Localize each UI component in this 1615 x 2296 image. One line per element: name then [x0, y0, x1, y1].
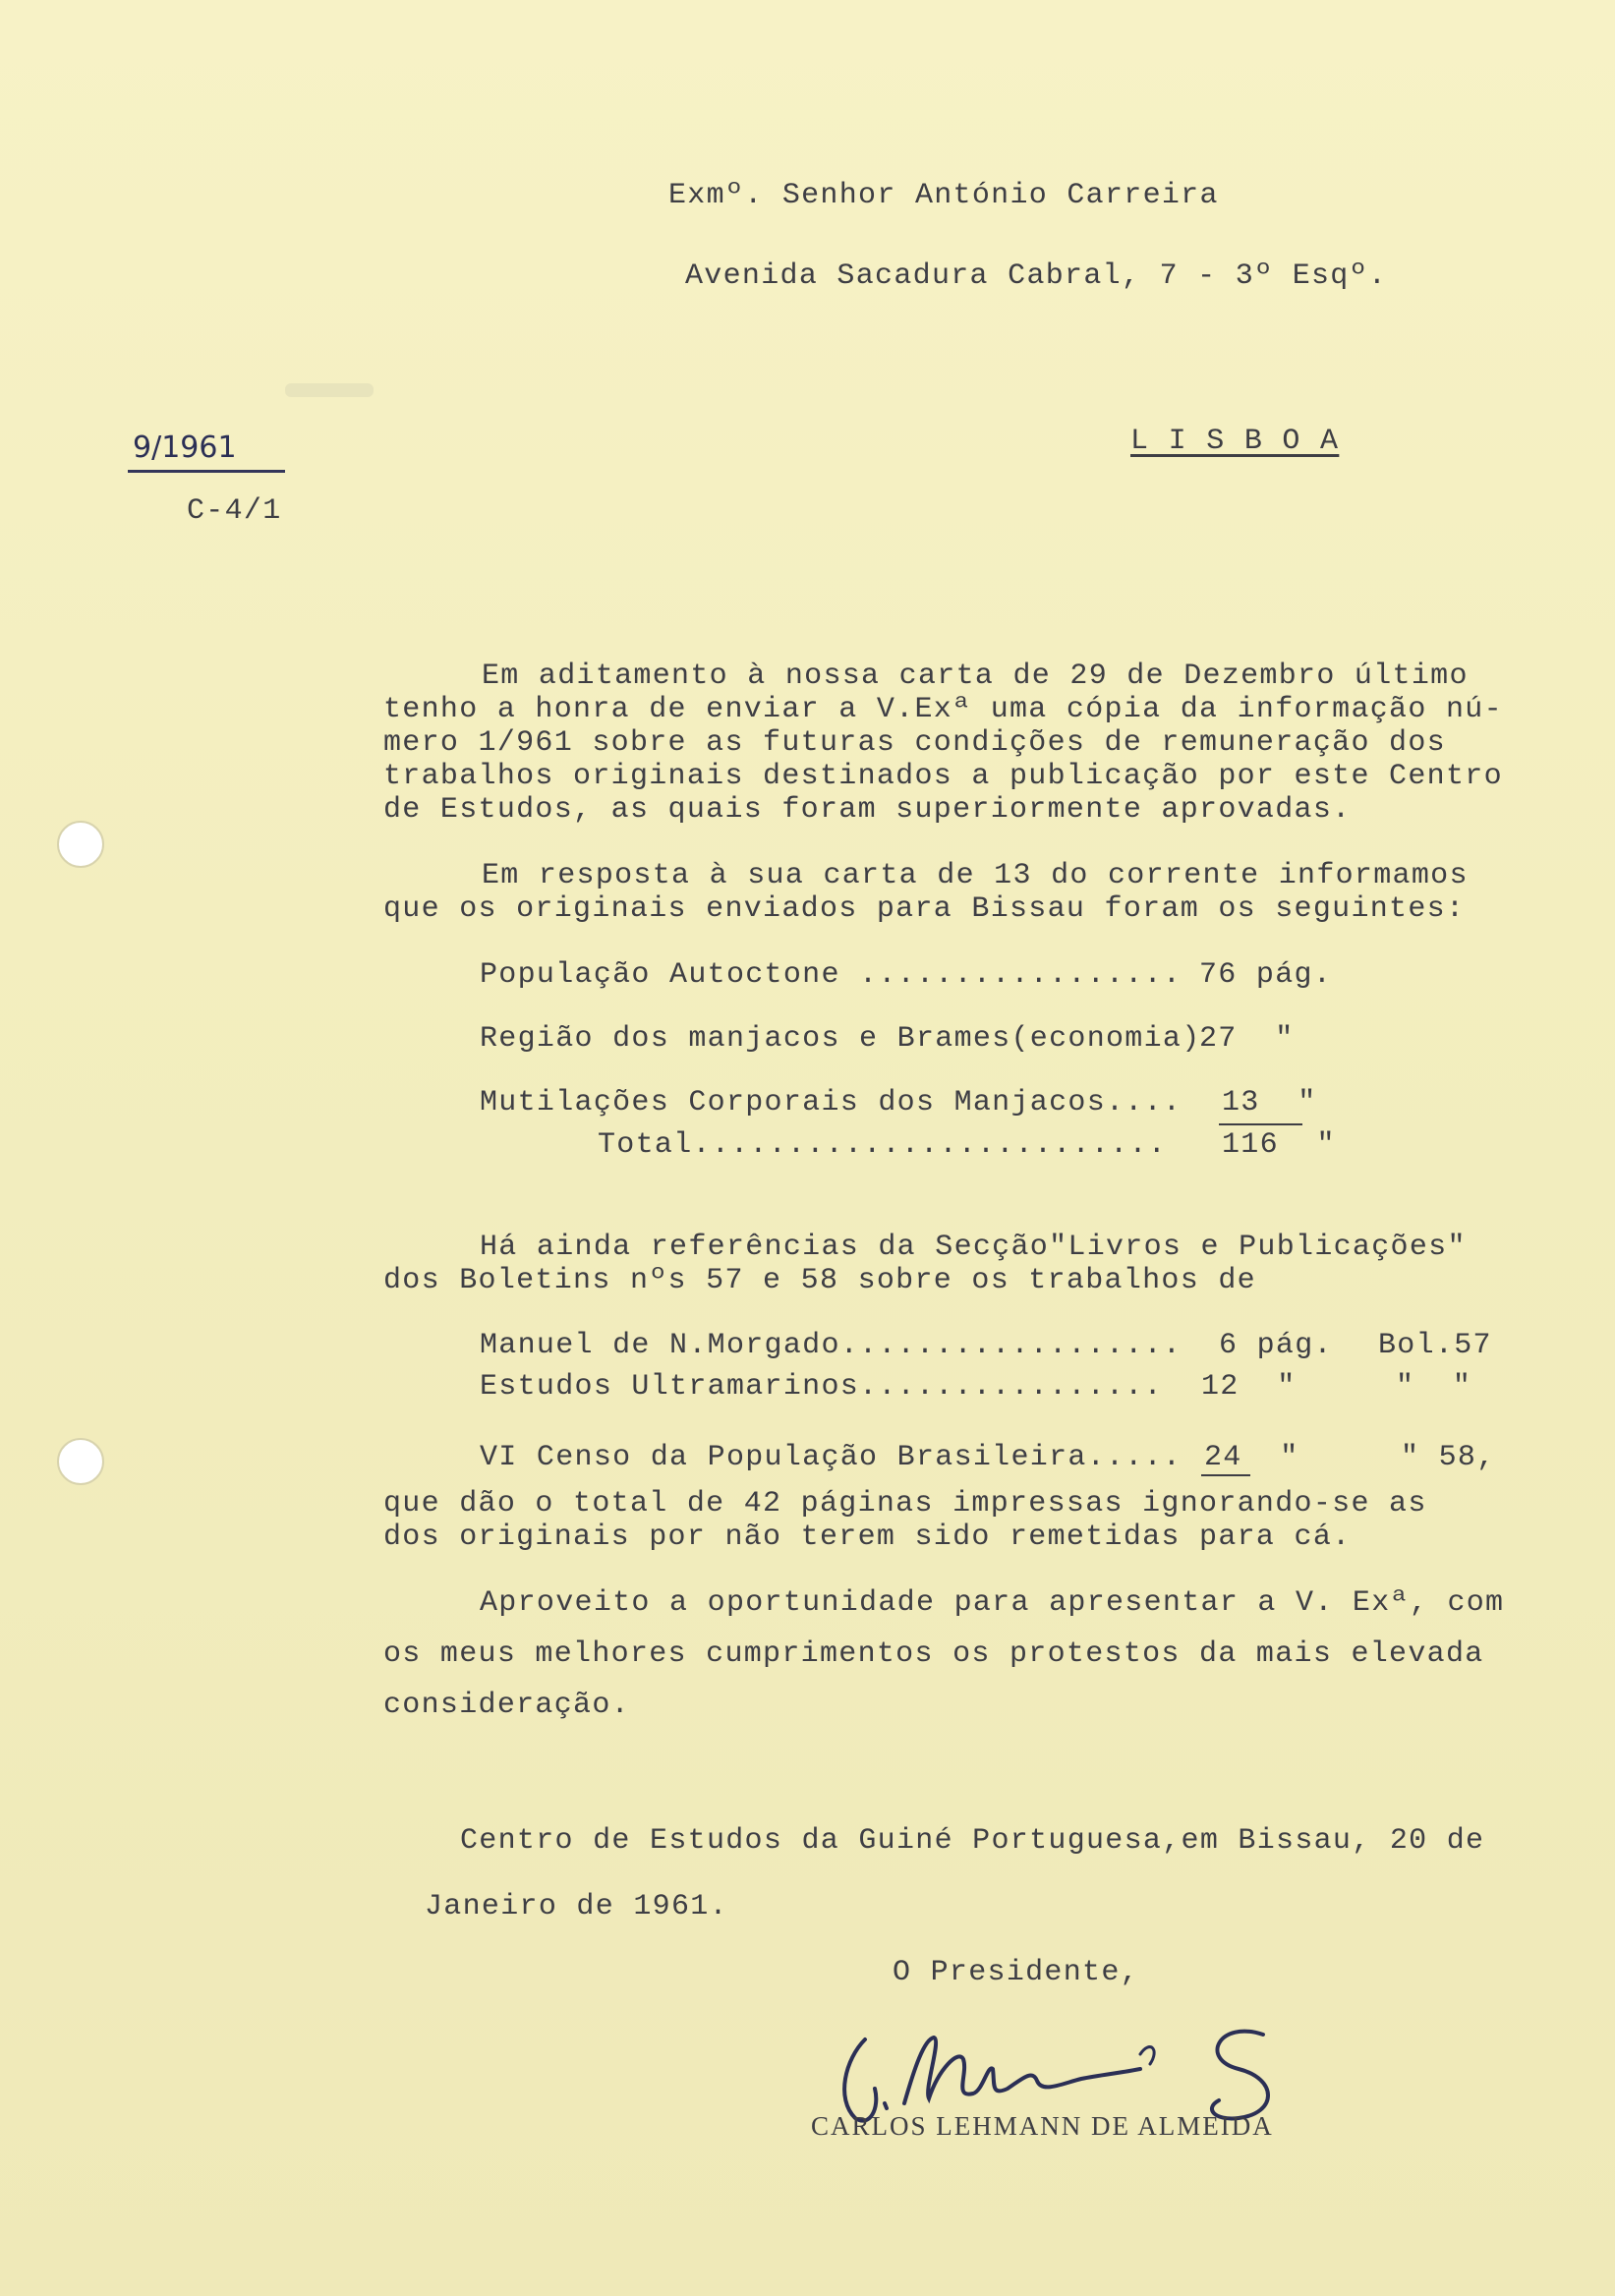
p4-line: dos originais por não terem sido remetidas para cá. [383, 1521, 1352, 1554]
reference-bulletin: Bol.57 [1378, 1329, 1492, 1362]
place-date-line: Janeiro de 1961. [425, 1890, 728, 1923]
punch-hole-top [57, 821, 104, 868]
reference-pages: 6 pág. [1219, 1329, 1333, 1362]
signatory-name: CARLOS LEHMANN DE ALMEIDA [811, 2111, 1274, 2141]
reference-number: 9/1961 [133, 430, 237, 465]
p1-line: tenho a honra de enviar a V.Exª uma cópia da informação nú- [383, 693, 1503, 726]
recipient-city: L I S B O A [1130, 425, 1340, 458]
p2-line: Em resposta à sua carta de 13 do corrente informamos [482, 859, 1469, 892]
paper-stain [285, 383, 374, 397]
reference-bulletin: " " [1396, 1370, 1472, 1404]
p1-line: de Estudos, as quais foram superiormente aprovadas. [383, 793, 1352, 827]
p3-line: dos Boletins nºs 57 e 58 sobre os trabalhos de [383, 1264, 1256, 1297]
reference-title: Estudos Ultramarinos................ [480, 1370, 1163, 1404]
reference-code: C-4/1 [187, 494, 282, 528]
originals-total-label: Total......................... [598, 1128, 1168, 1162]
sum-underline [1219, 1123, 1302, 1125]
reference-title: VI Censo da População Brasileira..... [480, 1441, 1182, 1474]
original-title: Região dos manjacos e Brames(economia) [480, 1022, 1201, 1056]
reference-underline [128, 470, 285, 473]
p5-line: Aproveito a oportunidade para apresentar a V. Exª, com [480, 1586, 1505, 1620]
recipient-name: Exmº. Senhor António Carreira [668, 179, 1219, 212]
p4-line: que dão o total de 42 páginas impressas ignorando-se as [383, 1487, 1427, 1521]
reference-pages: 24 " [1204, 1441, 1299, 1474]
original-title: População Autoctone ................. [480, 958, 1182, 992]
closing: O Presidente, [893, 1956, 1139, 1989]
p5-line: os meus melhores cumprimentos os protestos da mais elevada [383, 1637, 1484, 1671]
reference-pages: 12 " [1201, 1370, 1297, 1404]
original-pages: 27 " [1199, 1022, 1295, 1056]
reference-bulletin: " 58, [1401, 1441, 1496, 1474]
recipient-address: Avenida Sacadura Cabral, 7 - 3º Esqº. [685, 259, 1388, 293]
originals-total-pages: 116 " [1222, 1128, 1336, 1162]
original-title: Mutilações Corporais dos Manjacos.... [480, 1086, 1182, 1119]
p1-line: Em aditamento à nossa carta de 29 de Dezembro último [482, 660, 1469, 693]
p2-line: que os originais enviados para Bissau foram os seguintes: [383, 892, 1466, 926]
place-date-line: Centro de Estudos da Guiné Portuguesa,em Bissau, 20 de [460, 1824, 1485, 1858]
sum-underline [1201, 1474, 1250, 1476]
p5-line: consideração. [383, 1689, 630, 1722]
p1-line: mero 1/961 sobre as futuras condições de remuneração dos [383, 726, 1446, 760]
original-pages: 13 " [1222, 1086, 1317, 1119]
reference-title: Manuel de N.Morgado.................. [480, 1329, 1182, 1362]
original-pages: 76 pág. [1199, 958, 1333, 992]
p3-line: Há ainda referências da Secção"Livros e Publicações" [480, 1231, 1467, 1264]
punch-hole-bottom [57, 1438, 104, 1485]
p1-line: trabalhos originais destinados a publicação por este Centro [383, 760, 1503, 793]
